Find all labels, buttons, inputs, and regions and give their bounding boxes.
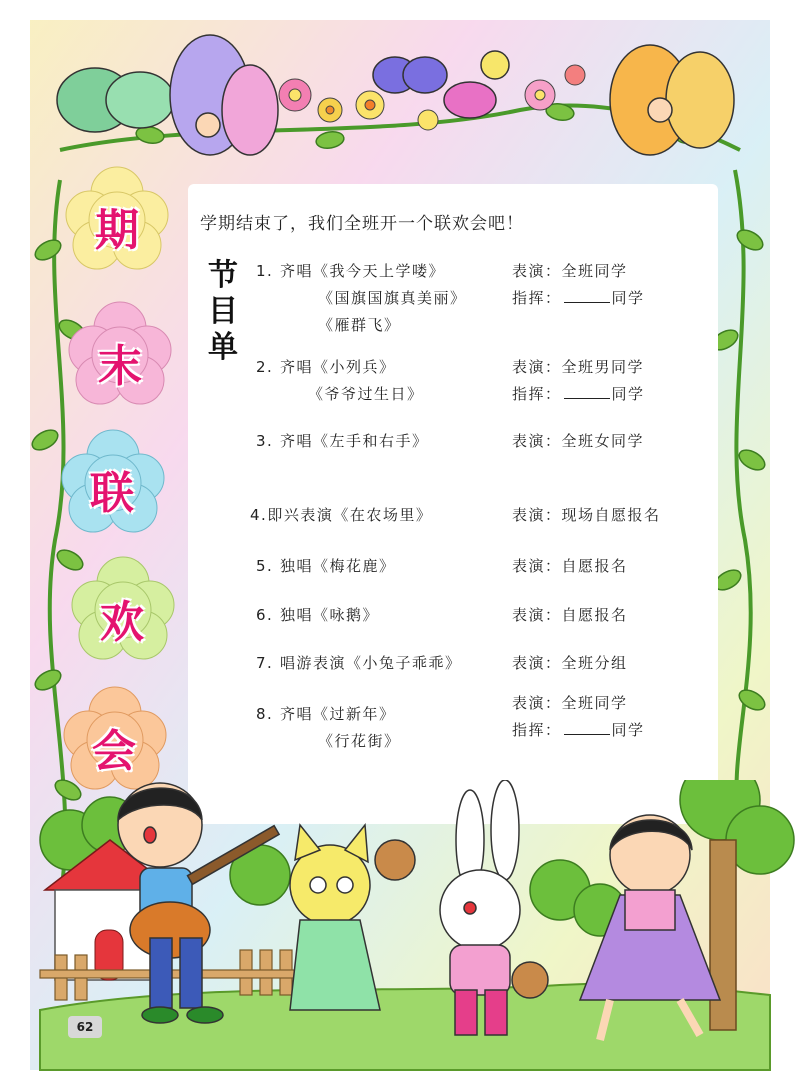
program-number: 3.	[256, 432, 274, 450]
party-scene-illustration	[0, 780, 800, 1092]
program-item-2	[256, 354, 424, 408]
performer-line: 表演：全班女同学	[512, 432, 645, 450]
program-number: 7.	[256, 654, 274, 672]
program-number: 8.	[256, 705, 274, 723]
program-line: 即兴表演《在农场里》	[267, 506, 433, 524]
program-item-6	[256, 602, 379, 629]
performer-line: 表演：全班同学	[512, 694, 628, 712]
page-number: 62	[68, 1016, 102, 1038]
conductor-label: 指挥：	[512, 289, 562, 307]
conductor-blank	[564, 383, 610, 399]
performer-line: 表演：全班分组	[512, 654, 628, 672]
program-line: 《爷爷过生日》	[308, 385, 424, 403]
program-item-4	[250, 502, 432, 529]
conductor-suffix: 同学	[611, 721, 645, 739]
program-item-7	[256, 650, 462, 677]
performer-info-6	[512, 602, 628, 629]
performer-info-4	[512, 502, 661, 529]
heading-char: 目	[208, 294, 238, 329]
program-line: 《雁群飞》	[318, 316, 401, 334]
performer-info-1	[512, 258, 645, 312]
program-item-5	[256, 553, 396, 580]
program-heading	[203, 258, 243, 366]
program-number: 5.	[256, 557, 274, 575]
program-item-1	[256, 258, 467, 339]
performer-line: 表演：自愿报名	[512, 606, 628, 624]
program-number: 2.	[256, 358, 274, 376]
program-number: 1.	[256, 262, 274, 280]
program-line: 齐唱《小列兵》	[280, 358, 396, 376]
program-line: 齐唱《过新年》	[280, 705, 396, 723]
performer-info-8	[512, 690, 645, 744]
conductor-suffix: 同学	[611, 385, 645, 403]
heading-char: 节	[208, 258, 238, 293]
performer-line: 表演：全班同学	[512, 262, 628, 280]
heading-char: 单	[208, 330, 238, 365]
conductor-label: 指挥：	[512, 385, 562, 403]
program-number: 6.	[256, 606, 274, 624]
program-line: 齐唱《左手和右手》	[280, 432, 429, 450]
performer-info-3	[512, 428, 644, 455]
program-line: 《行花街》	[318, 732, 401, 750]
performer-line: 表演：自愿报名	[512, 557, 628, 575]
conductor-blank	[564, 719, 610, 735]
program-number: 4.	[250, 506, 268, 524]
program-line: 《国旗国旗真美丽》	[318, 289, 467, 307]
title-char-4: 欢	[100, 597, 144, 648]
performer-info-5	[512, 553, 628, 580]
intro-text: 学期结束了，我们全班开一个联欢会吧！	[200, 214, 524, 234]
program-line: 唱游表演《小兔子乖乖》	[280, 654, 462, 672]
program-line: 独唱《咏鹅》	[280, 606, 380, 624]
title-char-2: 末	[98, 341, 142, 392]
title-char-3: 联	[90, 468, 134, 519]
performer-info-7	[512, 650, 628, 677]
conductor-blank	[564, 287, 610, 303]
program-item-3	[256, 428, 429, 455]
title-char-1: 期	[95, 205, 139, 256]
program-line: 独唱《梅花鹿》	[280, 557, 396, 575]
conductor-suffix: 同学	[611, 289, 645, 307]
program-item-8	[256, 701, 401, 755]
performer-line: 表演：全班男同学	[512, 358, 645, 376]
conductor-label: 指挥：	[512, 721, 562, 739]
performer-line: 表演：现场自愿报名	[512, 506, 661, 524]
performer-info-2	[512, 354, 645, 408]
title-char-5: 会	[92, 726, 136, 777]
program-line: 齐唱《我今天上学喽》	[280, 262, 446, 280]
